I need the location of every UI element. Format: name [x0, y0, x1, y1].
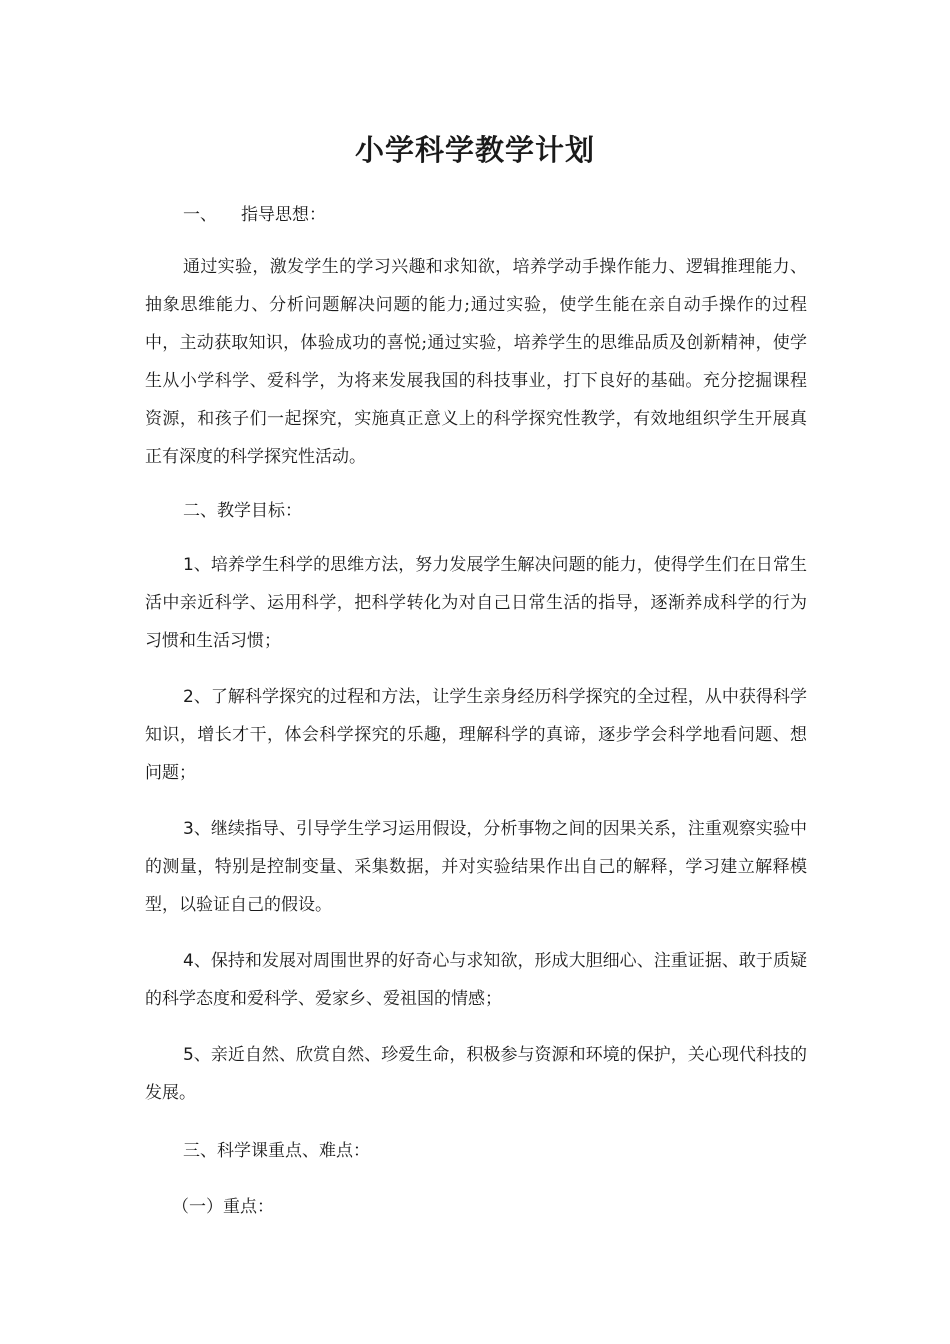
goal-item-1	[145, 546, 807, 660]
goal-item-text: 、培养学生科学的思维方法，努力发展学生解决问题的能力，使得学生们在日常生活中亲近科学、运用科学，把科学转化为对自己日常生活的指导，逐渐养成科学的行为习惯和生活习惯；	[145, 555, 807, 651]
goal-item-text: 、了解科学探究的过程和方法，让学生亲身经历科学探究的全过程，从中获得科学知识，增长才干，体会科学探究的乐趣，理解科学的真谛，逐步学会科学地看问题、想问题；	[145, 687, 807, 783]
goal-item-2	[145, 678, 807, 792]
section1-heading: 指导思想：	[241, 205, 326, 225]
section1-paragraph: 通过实验，激发学生的学习兴趣和求知欲，培养学动手操作能力、逻辑推理能力、抽象思维能力、分析问题解决问题的能力;通过实验，使学生能在亲自动手操作的过程中，主动获取知识，体验成功的喜悦;通过实验，培养学生的思维品质及创新精神，使学生从小学科学、爱科学，为将来发展我国的科技事业，打下良好的基础。充分挖掘课程资源，和孩子们一起探究，实施真正意义上的科学探究性教学，有效地组织学生开展真正有深度的科学探究性活动。	[145, 257, 807, 467]
goal-item-5	[145, 1036, 807, 1112]
goal-item-number: 1	[183, 555, 194, 575]
section1-number: 一、	[183, 205, 217, 225]
goal-item-text: 、继续指导、引导学生学习运用假设，分析事物之间的因果关系，注重观察实验中的测量，特别是控制变量、采集数据，并对实验结果作出自己的解释，学习建立解释模型，以验证自己的假设。	[145, 819, 807, 915]
goal-item-4	[145, 942, 807, 1018]
section3-heading: 三、科学课重点、难点：	[183, 1141, 370, 1161]
goal-item-number: 5	[183, 1045, 194, 1065]
goal-item-number: 3	[183, 819, 194, 839]
goal-item-3	[145, 810, 807, 924]
section2-heading: 二、教学目标：	[183, 501, 302, 521]
section3-subheading: （一）重点：	[172, 1197, 274, 1217]
document-title: 小学科学教学计划	[354, 133, 595, 167]
goal-item-number: 2	[183, 687, 194, 707]
goal-item-text: 、亲近自然、欣赏自然、珍爱生命，积极参与资源和环境的保护，关心现代科技的发展。	[145, 1045, 807, 1103]
goal-item-text: 、保持和发展对周围世界的好奇心与求知欲，形成大胆细心、注重证据、敢于质疑的科学态度和爱科学、爱家乡、爱祖国的情感；	[145, 951, 807, 1009]
goal-item-number: 4	[183, 951, 194, 971]
